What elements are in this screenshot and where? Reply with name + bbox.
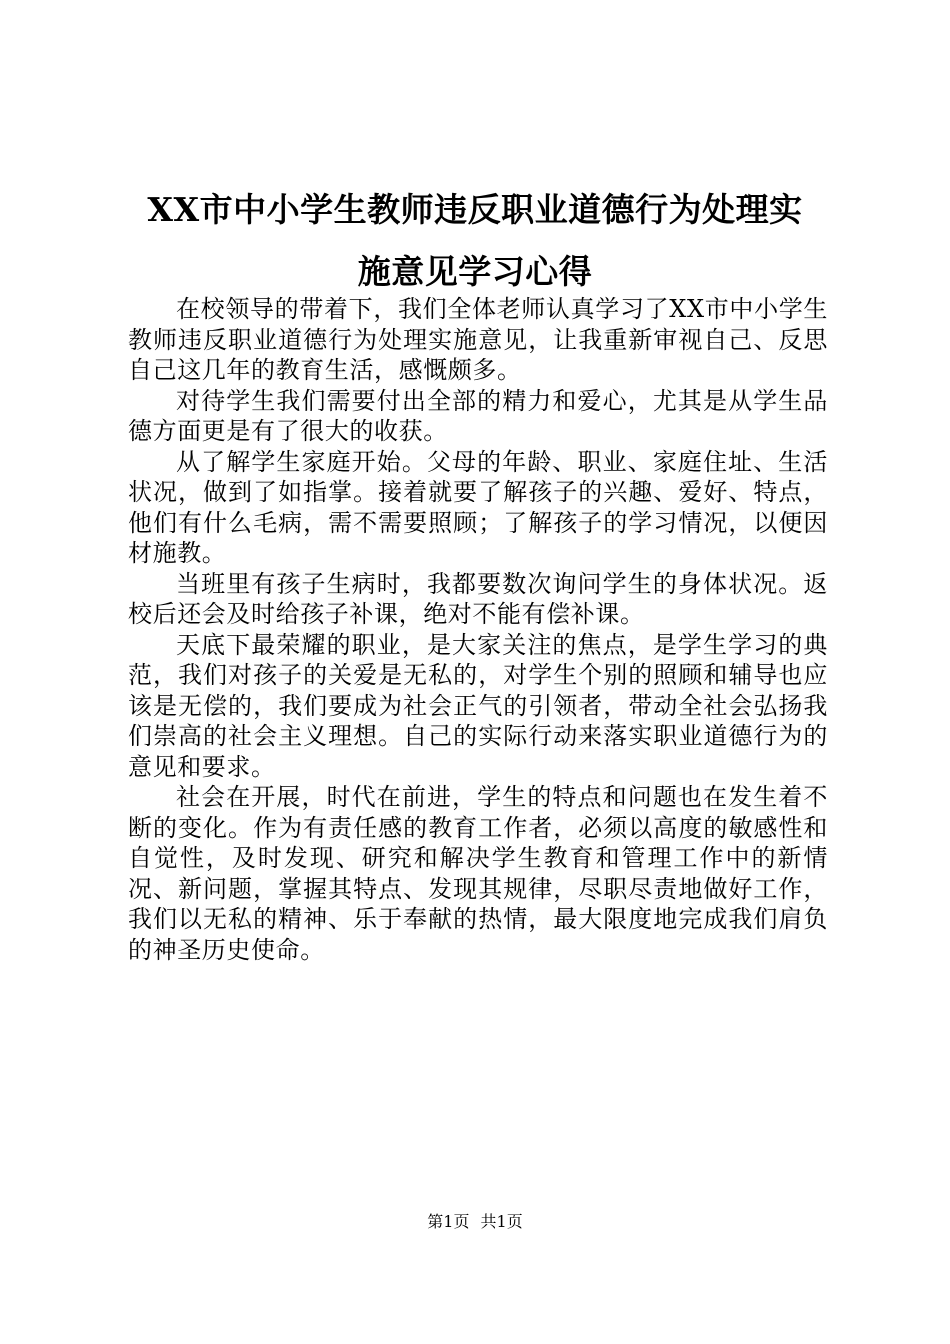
paragraph-2: 对待学生我们需要付出全部的精力和爱心，尤其是从学生品德方面更是有了很大的收获。 [128,386,828,445]
document-title-line-1: XX市中小学生教师违反职业道德行为处理实 [147,190,803,229]
paragraph-4: 当班里有孩子生病时，我都要数次询问学生的身体状况。返校后还会及时给孩子补课，绝对不能有偿补课。 [128,569,828,628]
page-total: 共1页 [480,1212,523,1231]
paragraph-3: 从了解学生家庭开始。父母的年龄、职业、家庭住址、生活状况，做到了如指掌。接着就要了解孩子的兴趣、爱好、特点，他们有什么毛病，需不需要照顾；了解孩子的学习情况，以便因材施教。 [128,447,828,567]
paragraph-5: 天底下最荣耀的职业，是大家关注的焦点，是学生学习的典范，我们对孩子的关爱是无私的，对学生个别的照顾和辅导也应该是无偿的，我们要成为社会正气的引领者，带动全社会弘扬我们崇高的社会主义理想。自己的实际行动来落实职业道德行为的意见和要求。 [128,630,828,781]
page-footer [0,1212,950,1232]
paragraph-6: 社会在开展，时代在前进，学生的特点和问题也在发生着不断的变化。作为有责任感的教育工作者，必须以高度的敏感性和自觉性，及时发现、研究和解决学生教育和管理工作中的新情况、新问题，掌握其特点、发现其规律，尽职尽责地做好工作，我们以无私的精神、乐于奉献的热情，最大限度地完成我们肩负的神圣历史使命。 [128,783,828,964]
document-body [128,294,828,965]
document-title-line-2: 施意见学习心得 [357,252,593,291]
page-number: 第1页 [427,1212,470,1231]
paragraph-1: 在校领导的带着下，我们全体老师认真学习了XX市中小学生教师违反职业道德行为处理实施意见，让我重新审视自己、反思自己这几年的教育生活，感慨颇多。 [128,295,828,384]
